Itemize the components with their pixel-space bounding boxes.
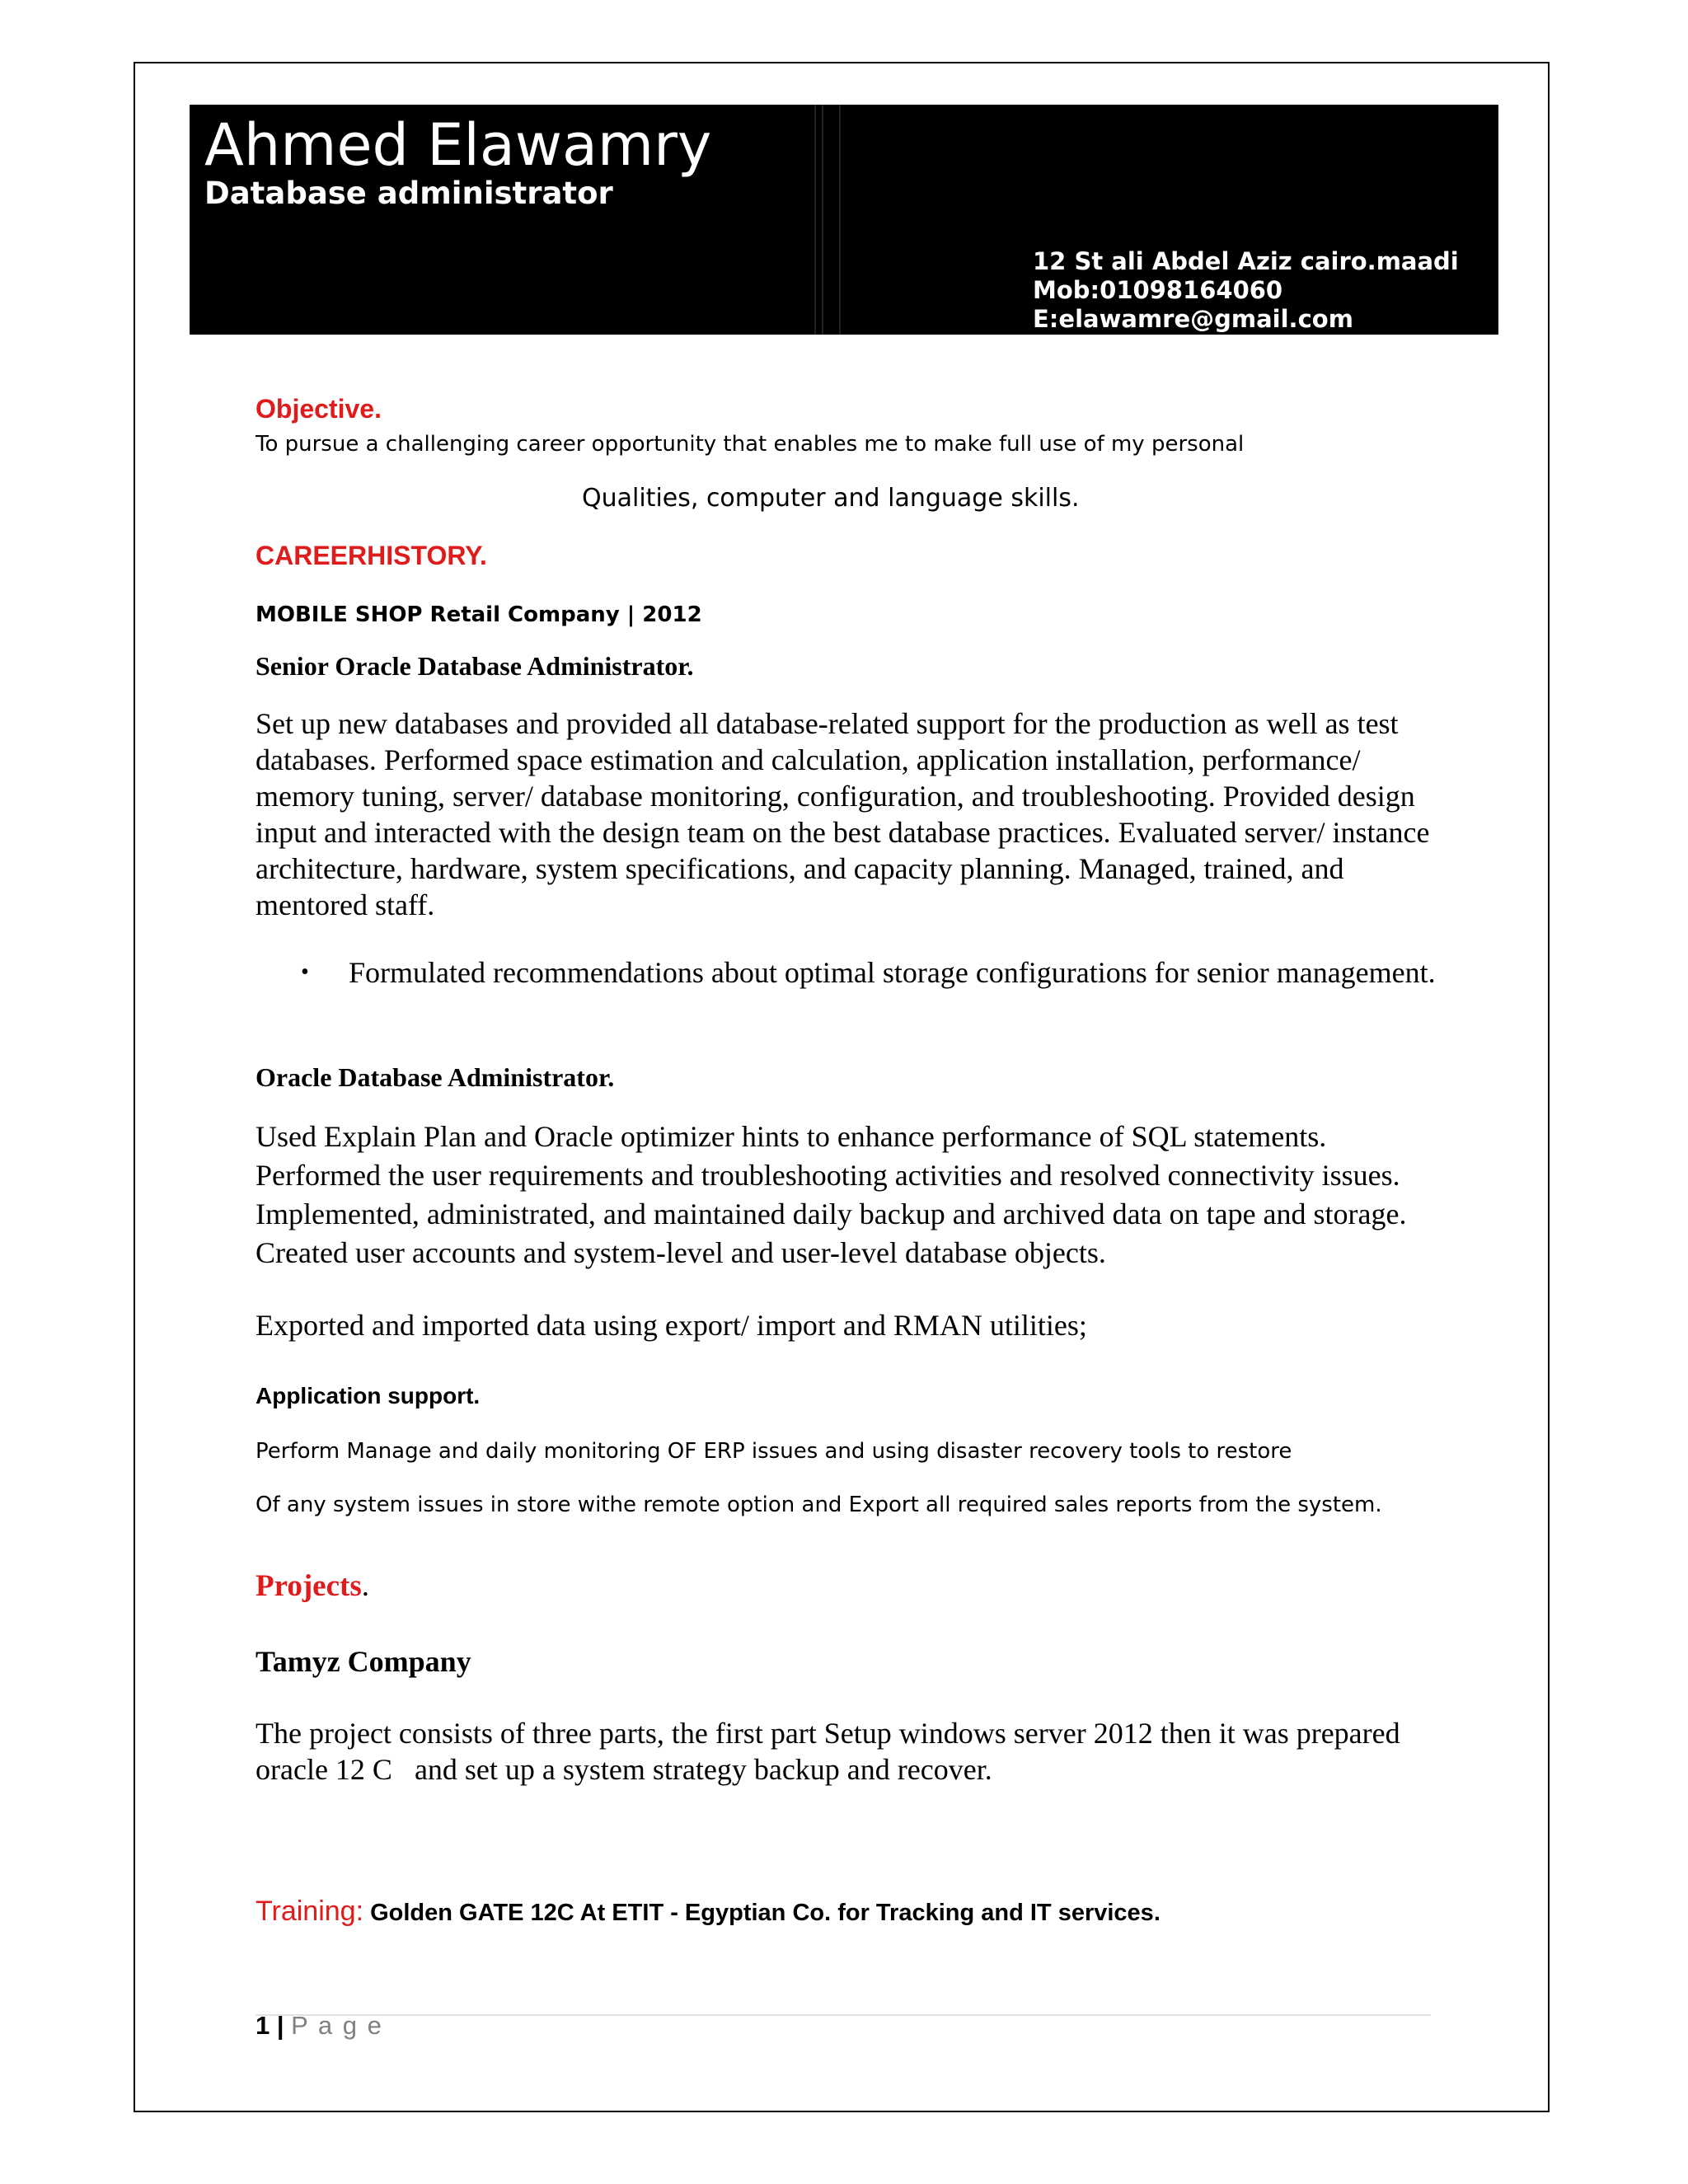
objective-line-1: To pursue a challenging career opportunity that enables me to make full use of my personal — [256, 432, 1245, 457]
contact-block — [1033, 247, 1459, 334]
career-heading: CAREERHISTORY. — [256, 541, 487, 570]
training-label: Training: — [256, 1896, 364, 1927]
role-senior-dba-description: Set up new databases and provided all database-related support for the production as well as test databases. Performed space estimation and calculation, application installation, performance/ memory tuning, server/ database monitoring, configuration, and troubleshooting. Provided design input and interacted with the design team on the best database practices. Evaluated server/ instance architecture, hardware, system specifications, and capacity planning. Managed, trained, and mentored staff. — [256, 707, 1430, 921]
header-divider — [839, 105, 841, 335]
project-company: Tamyz Company — [256, 1645, 471, 1678]
applicant-title: Database administrator — [204, 176, 613, 211]
objective-heading: Objective. — [256, 394, 382, 424]
contact-mobile: Mob:01098164060 — [1033, 276, 1283, 304]
training-text: Golden GATE 12C At ETIT - Egyptian Co. for Tracking and IT services. — [363, 1900, 1160, 1926]
resume-header — [190, 105, 1498, 335]
footer-rule — [256, 2014, 1431, 2016]
bullet-icon: • — [301, 959, 309, 985]
role-oracle-dba-description: Used Explain Plan and Oracle optimizer hints to enhance performance of SQL statements. Performed the user requirements and troubleshooting activities and resolved connectivity issues. Implemented, administrated, and maintained daily backup and archived data on tape and storage. Created user accounts and system-level and user-level database objects. — [256, 1120, 1407, 1269]
projects-heading-text: Projects — [256, 1569, 362, 1603]
application-support-heading: Application support. — [256, 1383, 481, 1408]
projects-heading-suffix: . — [361, 1569, 369, 1603]
achievement-list — [256, 954, 1442, 991]
achievement-text: Formulated recommendations about optimal storage configurations for senior management. — [349, 956, 1436, 989]
page-label: P a g e — [291, 2011, 383, 2040]
project-description: The project consists of three parts, the first part Setup windows server 2012 then it was prepared oracle 12 C and set up a system strategy backup and recover. — [256, 1717, 1408, 1786]
company-line: MOBILE SHOP Retail Company | 2012 — [256, 602, 702, 627]
page-number: 1 — [256, 2011, 270, 2040]
application-support-line-2: Of any system issues in store withe remote option and Export all required sales reports from the system. — [256, 1493, 1382, 1517]
page-footer — [256, 2011, 383, 2041]
contact-email: E:elawamre@gmail.com — [1033, 305, 1353, 333]
role-senior-dba: Senior Oracle Database Administrator. — [256, 651, 694, 681]
role-oracle-dba-extra: Exported and imported data using export/ import and RMAN utilities; — [256, 1309, 1087, 1342]
applicant-name: Ahmed Elawamry — [204, 111, 712, 179]
footer-separator: | — [270, 2011, 292, 2040]
projects-heading — [256, 1568, 369, 1604]
role-oracle-dba: Oracle Database Administrator. — [256, 1062, 615, 1092]
header-divider — [814, 105, 816, 335]
list-item — [256, 954, 1442, 991]
application-support-line-1: Perform Manage and daily monitoring OF ERP issues and using disaster recovery tools to restore — [256, 1439, 1292, 1464]
contact-address: 12 St ali Abdel Aziz cairo.maadi — [1033, 247, 1459, 275]
training-line — [256, 1896, 1160, 1928]
objective-line-2: Qualities, computer and language skills. — [582, 484, 1080, 513]
header-divider — [822, 105, 823, 335]
